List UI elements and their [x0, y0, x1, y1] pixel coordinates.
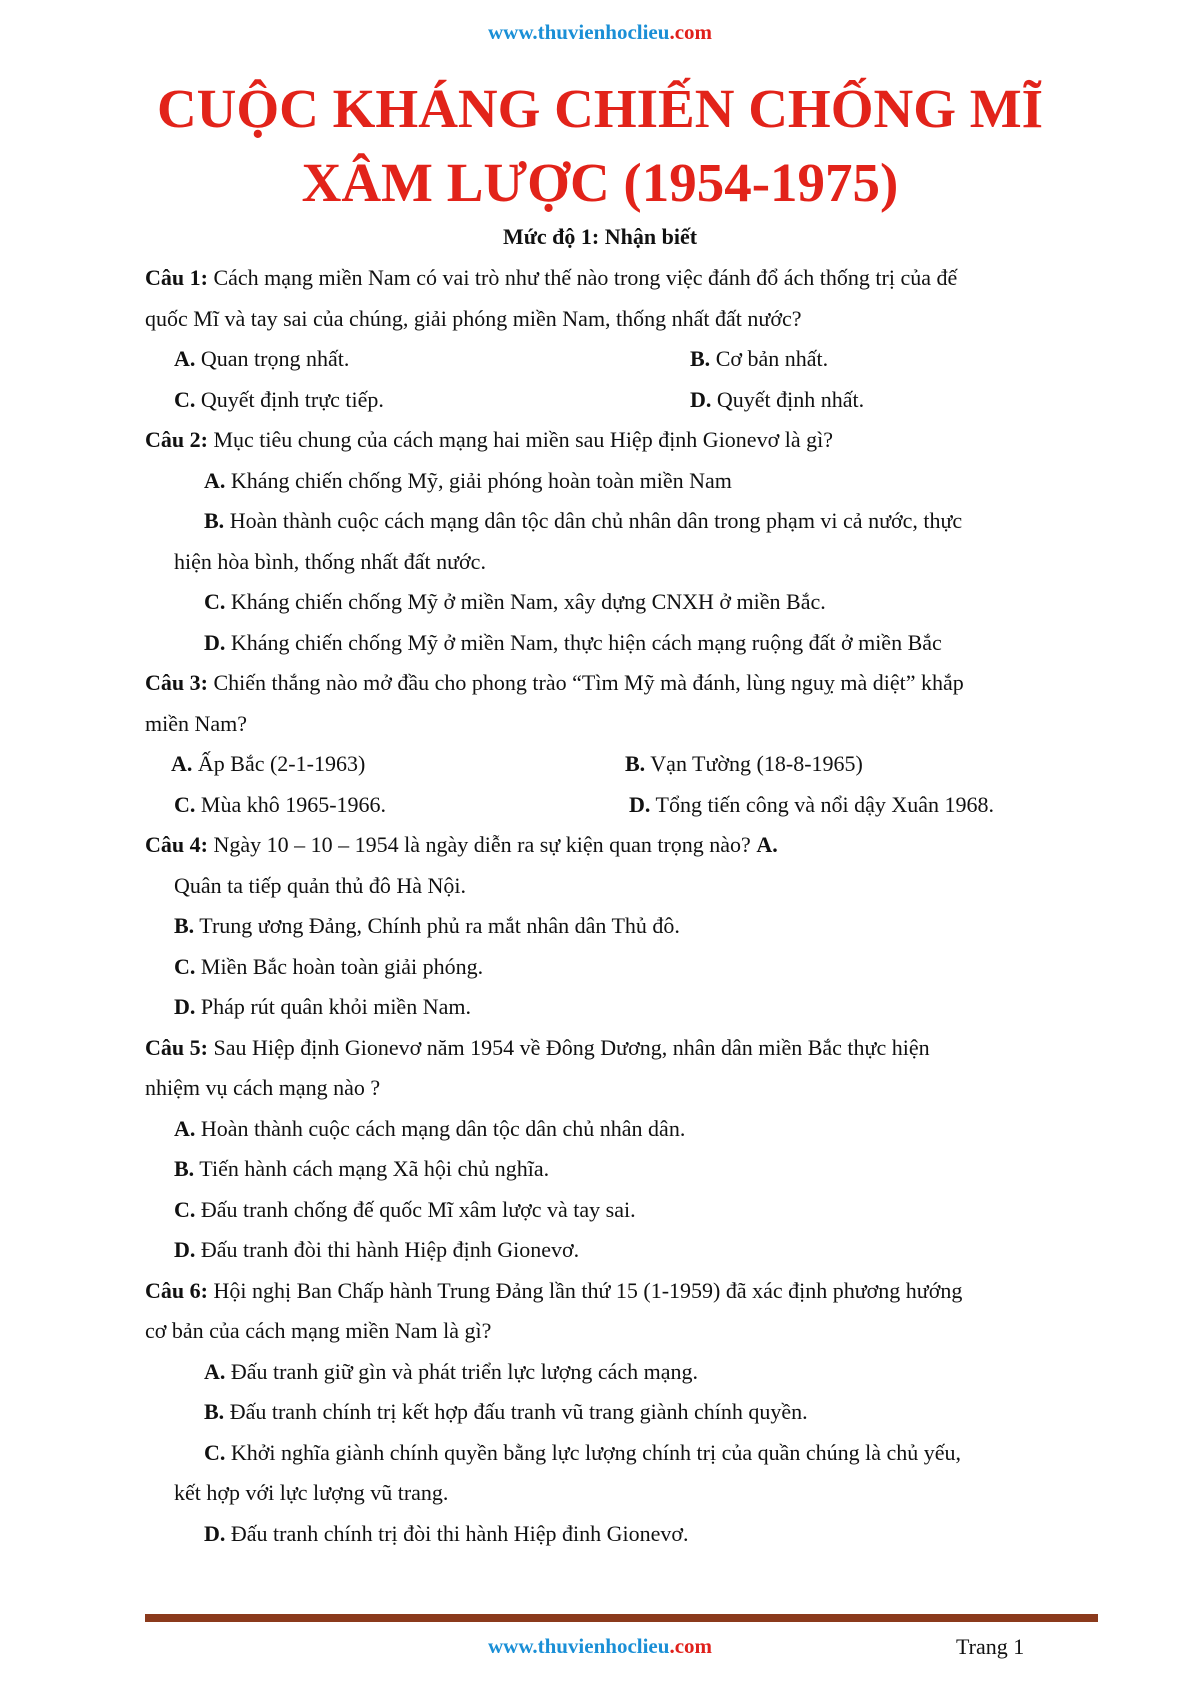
- question-1-options-cd: [145, 380, 1065, 421]
- question-1-line-2: quốc Mĩ và tay sai của chúng, giải phóng miền Nam, thống nhất đất nước?: [145, 305, 802, 331]
- question-6-option-d: D. Đấu tranh chính trị đòi thi hành Hiệp đinh Gionevơ.: [204, 1520, 689, 1546]
- footer-divider: [145, 1614, 1098, 1622]
- question-5-option-c: C. Đấu tranh chống đế quốc Mĩ xâm lược và tay sai.: [174, 1196, 636, 1222]
- question-2-option-a: A. Kháng chiến chống Mỹ, giải phóng hoàn toàn miền Nam: [204, 467, 732, 493]
- question-3-options-cd: [145, 785, 1065, 826]
- question-2-option-b-cont: hiện hòa bình, thống nhất đất nước.: [174, 548, 486, 574]
- question-2-option-d: D. Kháng chiến chống Mỹ ở miền Nam, thực hiện cách mạng ruộng đất ở miền Bắc: [204, 629, 942, 655]
- difficulty-level-heading: Mức độ 1: Nhận biết: [502, 224, 698, 249]
- question-6-option-b: B. Đấu tranh chính trị kết hợp đấu tranh vũ trang giành chính quyền.: [204, 1399, 808, 1424]
- question-3-options-ab: [145, 744, 1065, 785]
- question-3-line-1: Câu 3: Chiến thắng nào mở đầu cho phong trào “Tìm Mỹ mà đánh, lùng nguỵ mà diệt” khắp: [145, 670, 964, 695]
- question-6-option-c-cont: kết hợp với lực lượng vũ trang.: [174, 1480, 449, 1505]
- question-6-option-a: A. Đấu tranh giữ gìn và phát triển lực lượng cách mạng.: [204, 1358, 698, 1384]
- question-1-options-ab: [145, 339, 1065, 380]
- question-list: [145, 258, 1065, 1554]
- question-5-option-a: A. Hoàn thành cuộc cách mạng dân tộc dân chủ nhân dân.: [174, 1115, 686, 1141]
- document-title: [0, 72, 1200, 220]
- question-6-line-2: cơ bản của cách mạng miền Nam là gì?: [145, 1318, 492, 1343]
- option-a: A. Quan trọng nhất.: [174, 346, 350, 371]
- question-4-option-b: B. Trung ương Đảng, Chính phủ ra mắt nhân dân Thủ đô.: [174, 913, 680, 938]
- footer-website-link[interactable]: www.thuvienhoclieu.com: [487, 1634, 713, 1658]
- header-website-link[interactable]: www.thuvienhoclieu.com: [487, 20, 713, 44]
- question-5-option-b: B. Tiến hành cách mạng Xã hội chủ nghĩa.: [174, 1156, 550, 1181]
- option-b: B. Vạn Tường (18-8-1965): [625, 751, 863, 776]
- question-6-option-c: C. Khởi nghĩa giành chính quyền bằng lực lượng chính trị của quần chúng là chủ yếu,: [204, 1439, 962, 1465]
- question-5-line-1: Câu 5: Sau Hiệp định Gionevơ năm 1954 về Đông Dương, nhân dân miền Bắc thực hiện: [145, 1034, 930, 1060]
- question-5-line-2: nhiệm vụ cách mạng nào ?: [145, 1075, 381, 1100]
- question-4-option-d: D. Pháp rút quân khỏi miền Nam.: [174, 994, 471, 1019]
- title-line-1: CUỘC KHÁNG CHIẾN CHỐNG MĨ: [156, 78, 1044, 139]
- question-6-line-1: Câu 6: Hội nghị Ban Chấp hành Trung Đảng lần thứ 15 (1-1959) đã xác định phương hướng: [145, 1277, 963, 1303]
- question-1-line-1: Câu 1: Cách mạng miền Nam có vai trò như thế nào trong việc đánh đổ ách thống trị của đế: [145, 265, 958, 290]
- question-4-line-1: Câu 4: Ngày 10 – 10 – 1954 là ngày diễn ra sự kiện quan trọng nào? A.: [145, 832, 778, 857]
- option-a: A. Ấp Bắc (2-1-1963): [171, 751, 366, 776]
- option-d: D. Tổng tiến công và nổi dậy Xuân 1968.: [629, 791, 994, 817]
- option-b: B. Cơ bản nhất.: [690, 346, 829, 371]
- option-c: C. Mùa khô 1965-1966.: [174, 791, 387, 817]
- question-2-line-1: Câu 2: Mục tiêu chung của cách mạng hai miền sau Hiệp định Gionevơ là gì?: [145, 427, 833, 452]
- title-line-2: XÂM LƯỢC (1954-1975): [301, 152, 899, 213]
- option-c: C. Quyết định trực tiếp.: [174, 386, 384, 412]
- question-2-option-c: C. Kháng chiến chống Mỹ ở miền Nam, xây dựng CNXH ở miền Bắc.: [204, 589, 826, 614]
- page-number: Trang 1: [956, 1634, 1025, 1659]
- question-2-option-b: B. Hoàn thành cuộc cách mạng dân tộc dân chủ nhân dân trong phạm vi cả nước, thực: [204, 508, 963, 533]
- question-5-option-d: D. Đấu tranh đòi thi hành Hiệp định Gionevơ.: [174, 1237, 580, 1262]
- question-4-option-a: Quân ta tiếp quản thủ đô Hà Nội.: [174, 872, 467, 898]
- question-3-line-2: miền Nam?: [145, 710, 248, 736]
- option-d: D. Quyết định nhất.: [690, 386, 865, 412]
- question-4-option-c: C. Miền Bắc hoàn toàn giải phóng.: [174, 953, 484, 979]
